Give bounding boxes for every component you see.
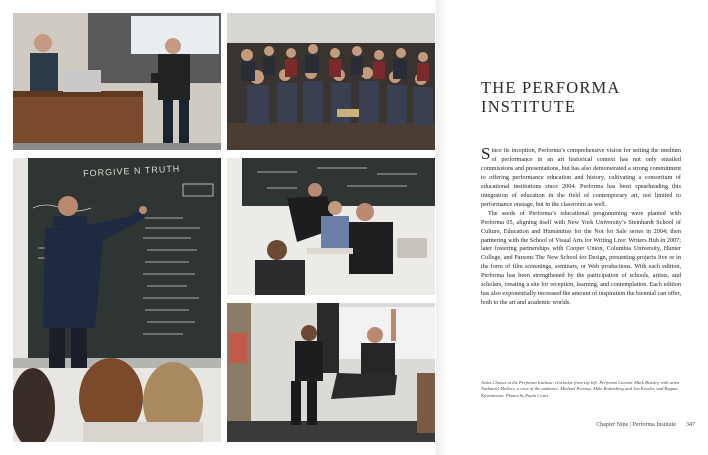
page-footer (520, 422, 695, 428)
photo-caption: Artist Classes at the Performa Institute, clockwise from top left: Performa Curator Mark Beasley with artist Nathaniel Mellors, a view of the audience, Michael Portnoy, Mike Rottenberg and Jon Kessler, and Ragnar Kjartansson. Photos by Paula Court (481, 380, 680, 398)
book-gutter (436, 0, 448, 455)
photo-chalkboard (13, 158, 221, 442)
footer-chapter: Chapter Nine | Performa Institute (596, 422, 676, 428)
paragraph-1-text: ince its inception, Performa’s comprehensive vision for setting the medium of performance in an art historical context has not only entailed commissions and presentations, but has also demonstrated a strong commitment to offering performance education and history, cultivating a consortium of educational institutions since 2004. Performa has been spearheading this integration of education in the field of contemporary art, not limited to performance onstage, but in the classroom as well. (481, 147, 681, 208)
paragraph-1 (481, 144, 681, 210)
photo-lecture-laptop (13, 13, 221, 150)
drop-cap: S (481, 144, 491, 163)
photo-classroom (227, 158, 435, 295)
photo-ragnar (227, 303, 435, 442)
page-number: 347 (686, 422, 695, 428)
paragraph-2: The seeds of Performa’s educational programming were planted with Performa 05, aligning itself with New York University’s Steinhardt School of Culture, Education and Humanities for the Not for Sale series in 2004; then partnering with the School of Visual Arts for Writing Live: Writers Hub in 2007; later fostering partnerships with Cooper Union, Columbia University, Hunter College, and Parsons The New School for Design, presenting projects live or in the form of film screenings, seminars, or Web productions. With each edition, Performa has been strengthened by the participation of schools, artists, and scholars, creating a site for reception, learning, and contemplation. Each edition has also exponentially increased the amount of inspiration the biennial can offer, both to the art and academic worlds. (481, 209, 681, 307)
article-body (481, 144, 681, 308)
photo-audience (227, 13, 435, 150)
chalkboard-text: FORGIVE N TRUTH (82, 163, 181, 179)
page-title: THE PERFORMA INSTITUTE (481, 78, 620, 116)
